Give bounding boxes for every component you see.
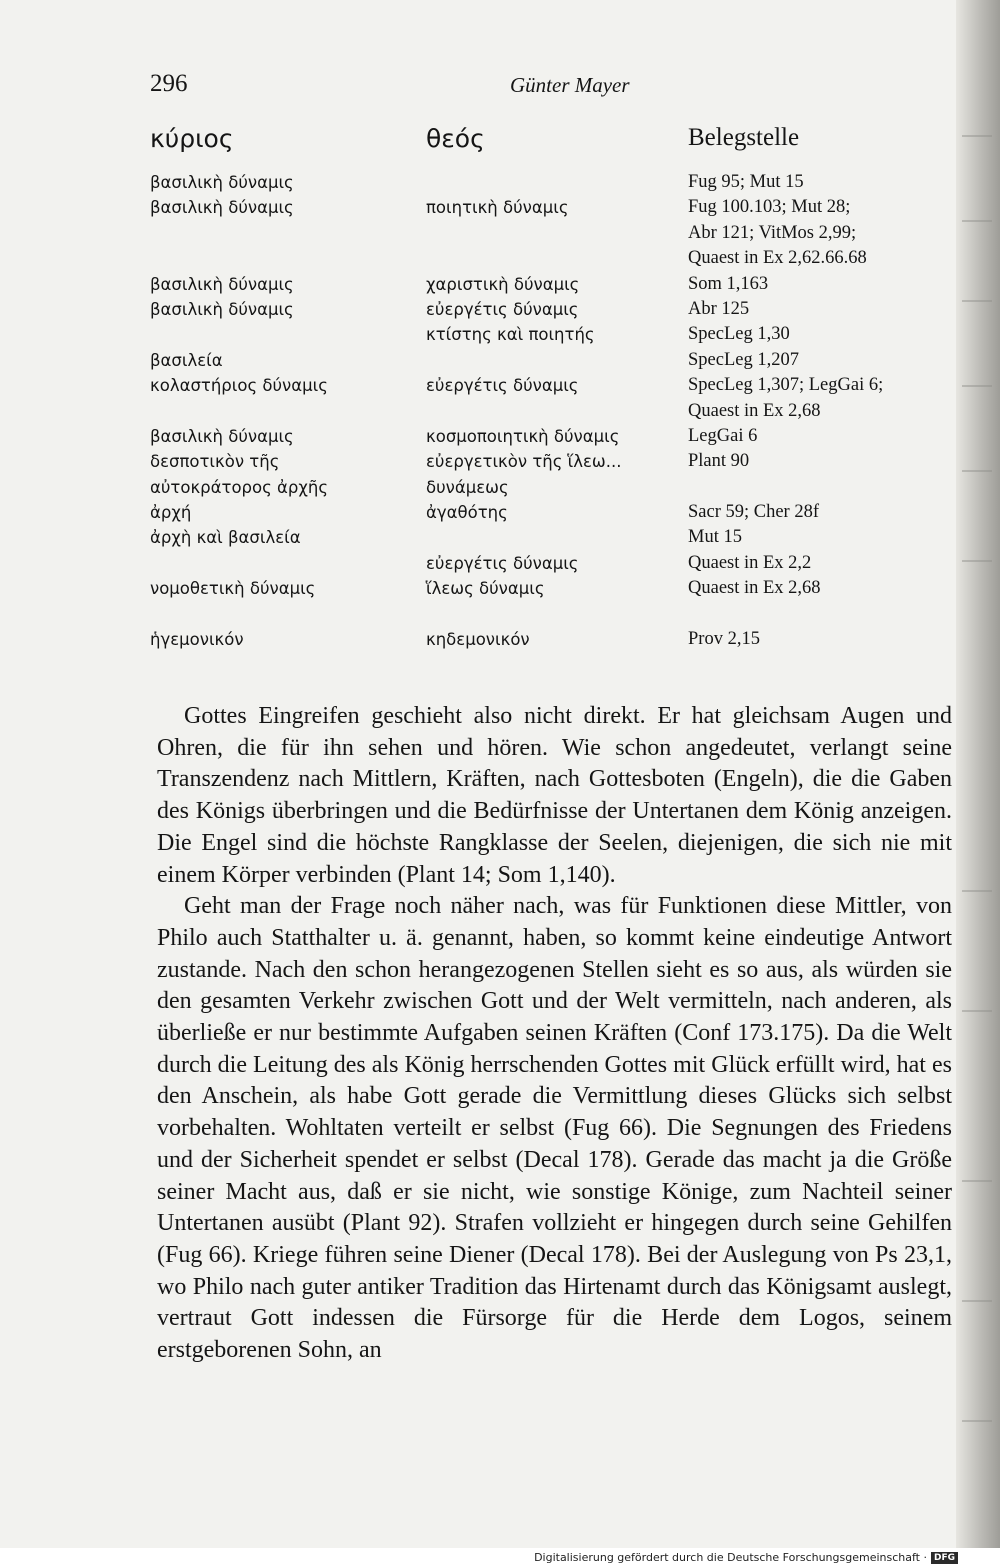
- table-row: [150, 551, 940, 576]
- cell-kyrios: δεσποτικὸν τῆς: [150, 452, 280, 472]
- table-row: [150, 525, 940, 550]
- cell-theos: ἵλεως δύναμις: [426, 579, 545, 599]
- cell-theos: δυνάμεως: [426, 477, 509, 497]
- cell-belegstelle: Quaest in Ex 2,2: [688, 552, 812, 573]
- cell-belegstelle: Quaest in Ex 2,62.66.68: [688, 248, 867, 269]
- digitization-footer: [534, 1551, 958, 1564]
- cell-belegstelle: SpecLeg 1,30: [688, 324, 790, 345]
- table-row: [150, 449, 940, 474]
- table-row: [150, 475, 940, 500]
- cell-theos: ποιητικὴ δύναμις: [426, 198, 569, 218]
- paragraph: Geht man der Frage noch näher nach, was für Funktionen diese Mittler, von Philo auch Statthalter u. ä. genannt, haben, so kommt keine eindeutige Antwort zustande. Nach den schon herangezogenen Stellen sieht es so aus, als würden sie den gesamten Verkehr zwischen Gott und der Welt vermitteln, nach anderen, als überließe er nur bestimmte Aufgaben seinen Kräften (Conf 173.175). Da die Welt durch die Leitung des als König herrschenden Gottes mit Glück erfüllt wird, hat es den Anschein, als habe Gott gerade die Vermittlung dieses Glücks sich selbst vorbehalten. Wohltaten verteilt er selbst (Fug 66). Die Segnungen des Friedens und der Sicherheit spendet er selbst (Decal 178). Gerade das macht ja die Größe seiner Macht aus, daß er sie nicht, wie sonstige Könige, zum Nachteil seiner Untertanen ausübt (Plant 92). Strafen vollzieht er hingegen durch seine Gehilfen (Fug 66). Kriege führen seine Diener (Decal 178). Bei der Auslegung von Ps 23,1, wo Philo nach guter antiker Tradition das Hirtenamt durch das Königsamt auslegt, vertraut Gott indessen die Fürsorge für die Herde dem Logos, seinem erstgeborenen Sohn, an: [157, 893, 952, 1364]
- cell-kyrios: ἡγεμονικόν: [150, 629, 244, 649]
- cell-theos: κτίστης καὶ ποιητής: [426, 325, 595, 345]
- cell-kyrios: βασιλικὴ δύναμις: [150, 426, 294, 446]
- cell-kyrios: ἀρχὴ καὶ βασιλεία: [150, 528, 301, 548]
- table-row: [150, 373, 940, 398]
- cell-belegstelle: Mut 15: [688, 527, 742, 548]
- cell-belegstelle: SpecLeg 1,307; LegGai 6;: [688, 375, 884, 396]
- running-head: Günter Mayer: [510, 73, 630, 97]
- cell-belegstelle: LegGai 6: [688, 425, 758, 446]
- cell-theos: χαριστικὴ δύναμις: [426, 274, 580, 294]
- dfg-logo: DFG: [931, 1552, 958, 1564]
- page-edge: [956, 0, 1000, 1548]
- table-row: [150, 399, 940, 424]
- cell-belegstelle: Abr 121; VitMos 2,99;: [688, 222, 857, 243]
- cell-belegstelle: Som 1,163: [688, 273, 769, 294]
- page-header: [150, 70, 940, 104]
- table-body: [150, 170, 940, 652]
- cell-kyrios: βασιλικὴ δύναμις: [150, 173, 294, 192]
- table-row: [150, 627, 940, 652]
- cell-theos: εὐεργέτις δύναμις: [426, 553, 579, 573]
- cell-kyrios: κολαστήριος δύναμις: [150, 376, 328, 396]
- cell-theos: εὐεργέτις δύναμις: [426, 299, 579, 319]
- footer-text: Digitalisierung gefördert durch die Deutsche Forschungsgemeinschaft ·: [534, 1551, 927, 1564]
- cell-kyrios: ἀρχή: [150, 503, 192, 523]
- comparison-table: [150, 124, 940, 652]
- column-header-theos: θεός: [426, 124, 485, 153]
- cell-kyrios: βασιλεία: [150, 350, 223, 370]
- cell-belegstelle: Plant 90: [688, 451, 750, 472]
- table-header: [150, 124, 940, 170]
- cell-belegstelle: Prov 2,15: [688, 628, 760, 649]
- cell-belegstelle: Quaest in Ex 2,68: [688, 578, 821, 599]
- cell-kyrios: βασιλικὴ δύναμις: [150, 274, 294, 294]
- column-header-belegstelle: Belegstelle: [688, 124, 800, 151]
- cell-kyrios: νομοθετικὴ δύναμις: [150, 579, 316, 599]
- cell-belegstelle: Abr 125: [688, 298, 750, 319]
- table-row: [150, 297, 940, 322]
- table-row: [150, 221, 940, 246]
- cell-belegstelle: Quaest in Ex 2,68: [688, 400, 821, 421]
- table-row: [150, 576, 940, 601]
- cell-theos: εὐεργέτις δύναμις: [426, 376, 579, 396]
- cell-kyrios: αὐτοκράτορος ἀρχῆς: [150, 477, 329, 497]
- cell-belegstelle: Fug 95; Mut 15: [688, 172, 804, 192]
- cell-belegstelle: Sacr 59; Cher 28f: [688, 502, 820, 523]
- cell-kyrios: βασιλικὴ δύναμις: [150, 299, 294, 319]
- table-row: [150, 170, 940, 195]
- cell-theos: εὐεργετικὸν τῆς ἵλεω...: [426, 452, 622, 472]
- cell-theos: ἀγαθότης: [426, 503, 508, 523]
- cell-theos: κηδεμονικόν: [426, 629, 530, 649]
- table-row: [150, 500, 940, 525]
- table-row: [150, 272, 940, 297]
- column-header-kyrios: κύριος: [150, 124, 234, 153]
- page-number: 296: [150, 70, 188, 97]
- table-row: [150, 246, 940, 271]
- cell-theos: κοσμοποιητικὴ δύναμις: [426, 426, 620, 446]
- cell-kyrios: βασιλικὴ δύναμις: [150, 198, 294, 218]
- table-row: [150, 195, 940, 220]
- body-text: [157, 701, 952, 1367]
- table-row: [150, 348, 940, 373]
- table-row: [150, 322, 940, 347]
- paragraph: Gottes Eingreifen geschieht also nicht direkt. Er hat gleichsam Augen und Ohren, die für ihn sehen und hören. Wie schon angedeutet, verlangt seine Transzendenz nach Mittlern, Kräften, nach Gottesboten (Engeln), die die Gaben des Königs überbringen und die Bedürfnisse der Untertanen dem König anzeigen. Die Engel sind die höchste Rangklasse der Seelen, diejenigen, die sich nie mit einem Körper verbinden (Plant 14; Som 1,140).: [157, 703, 952, 888]
- table-row: [150, 424, 940, 449]
- cell-belegstelle: Fug 100.103; Mut 28;: [688, 197, 851, 218]
- cell-belegstelle: SpecLeg 1,207: [688, 349, 799, 370]
